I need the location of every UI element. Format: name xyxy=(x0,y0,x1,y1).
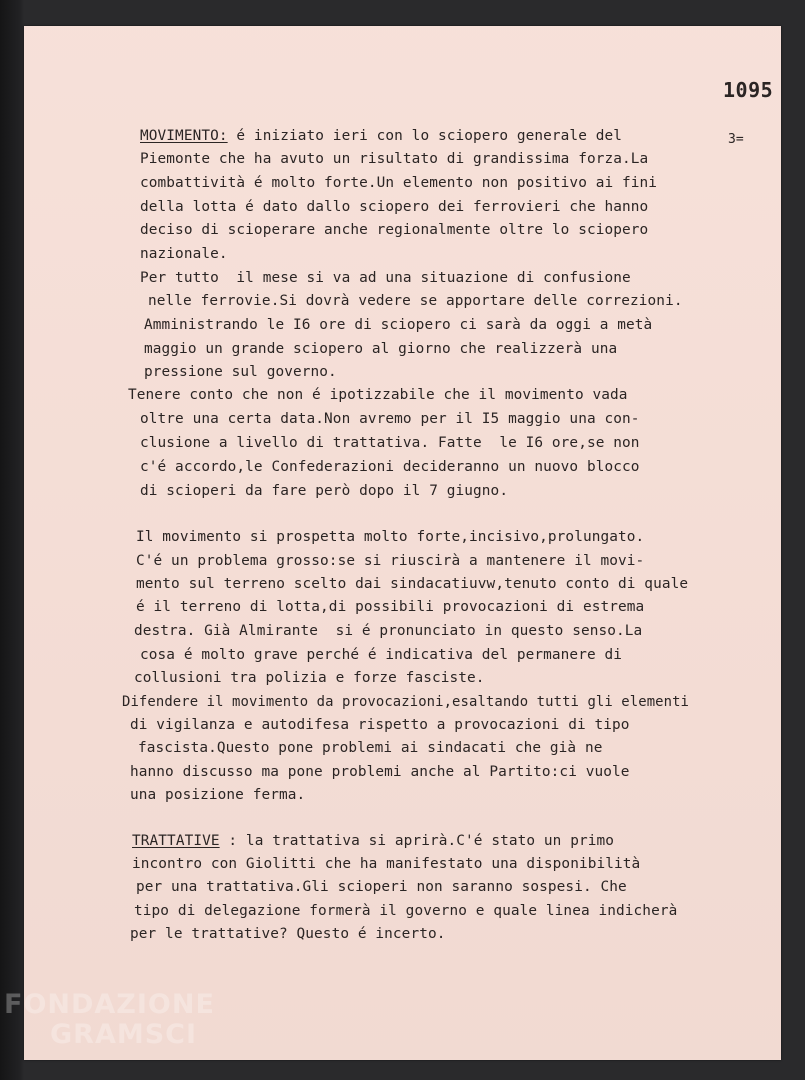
text-line: una posizione ferma. xyxy=(130,787,306,803)
text-line: oltre una certa data.Non avremo per il I5 maggio una con- xyxy=(140,411,640,427)
text-line: pressione sul governo. xyxy=(144,364,337,380)
text-line: c'é accordo,le Confederazioni decideranno un nuovo blocco xyxy=(140,459,640,475)
text-line: Difendere il movimento da provocazioni,esaltando tutti gli elementi xyxy=(122,694,690,710)
text-line: é il terreno di lotta,di possibili provocazioni di estrema xyxy=(136,599,645,615)
text-line: cosa é molto grave perché é indicativa del permanere di xyxy=(140,647,623,663)
trattative-first-line-text: : la trattativa si aprirà.C'é stato un primo xyxy=(219,833,615,849)
text-line: nelle ferrovie.Si dovrà vedere se apportare delle correzioni. xyxy=(148,293,683,309)
text-line: combattività é molto forte.Un elemento non positivo ai fini xyxy=(140,175,658,191)
text-line: Tenere conto che non é ipotizzabile che il movimento vada xyxy=(128,387,628,403)
trattative-first-line xyxy=(132,832,614,850)
text-line: Piemonte che ha avuto un risultato di grandissima forza.La xyxy=(140,151,649,167)
text-line: Il movimento si prospetta molto forte,incisivo,prolungato. xyxy=(136,529,645,545)
trattative-heading: TRATTATIVE xyxy=(132,833,220,849)
text-line: maggio un grande sciopero al giorno che realizzerà una xyxy=(144,341,618,357)
page-marker: 3= xyxy=(728,132,744,147)
text-line: tipo di delegazione formerà il governo e quale linea indicherà xyxy=(134,903,678,919)
text-line: per una trattativa.Gli scioperi non saranno sospesi. Che xyxy=(136,879,627,895)
text-line: Per tutto il mese si va ad una situazione di confusione xyxy=(140,270,631,286)
text-line: di scioperi da fare però dopo il 7 giugno. xyxy=(140,483,509,499)
page-number: 1095 xyxy=(723,78,774,102)
watermark-line-2: GRAMSCI xyxy=(50,1019,198,1050)
text-line: hanno discusso ma pone problemi anche al Partito:ci vuole xyxy=(130,764,630,780)
text-line: nazionale. xyxy=(140,246,228,262)
movimento-first-line-text: é iniziato ieri con lo sciopero generale del xyxy=(227,128,623,144)
text-line: destra. Già Almirante si é pronunciato in questo senso.La xyxy=(134,623,643,639)
text-line: di vigilanza e autodifesa rispetto a provocazioni di tipo xyxy=(130,717,630,733)
movimento-heading: MOVIMENTO: xyxy=(140,128,228,144)
text-line: mento sul terreno scelto dai sindacatiuvw,tenuto conto di quale xyxy=(136,576,689,592)
text-line: incontro con Giolitti che ha manifestato una disponibilità xyxy=(132,856,641,872)
text-line: Amministrando le I6 ore di sciopero ci sarà da oggi a metà xyxy=(144,317,653,333)
text-line: C'é un problema grosso:se si riuscirà a mantenere il movi- xyxy=(136,553,645,569)
text-line: per le trattative? Questo é incerto. xyxy=(130,926,446,942)
watermark-line-1: FONDAZIONE xyxy=(4,989,215,1020)
text-line: clusione a livello di trattativa. Fatte le I6 ore,se non xyxy=(140,435,640,451)
text-line: della lotta é dato dallo sciopero dei ferrovieri che hanno xyxy=(140,199,649,215)
text-line: collusioni tra polizia e forze fasciste. xyxy=(134,670,485,686)
document-page xyxy=(24,26,781,1060)
fondazione-gramsci-watermark xyxy=(4,990,215,1050)
text-line: fascista.Questo pone problemi ai sindacati che già ne xyxy=(138,740,603,756)
text-line: deciso di scioperare anche regionalmente oltre lo sciopero xyxy=(140,222,649,238)
movimento-first-line xyxy=(140,127,622,145)
